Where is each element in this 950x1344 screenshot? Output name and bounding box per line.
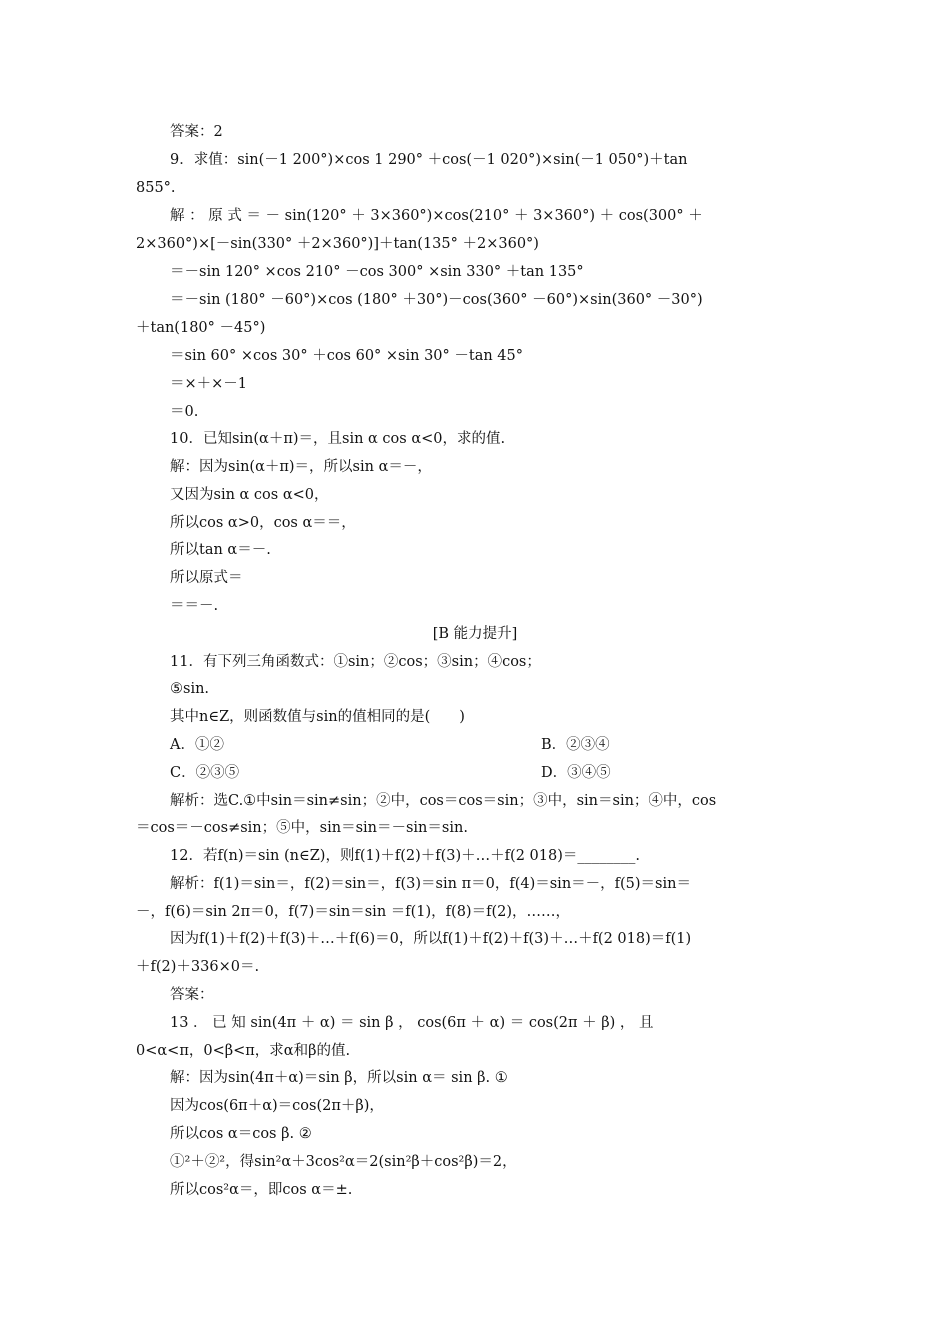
solution-12-line-3: 因为f(1)＋f(2)＋f(3)＋…＋f(6)＝0，所以f(1)＋f(2)＋f(3)＋…＋f(2 018)＝f(1): [170, 931, 692, 947]
solution-11-line-2: ＝cos＝－cos≠sin；⑤中，sin＝sin＝－sin＝sin.: [136, 820, 468, 836]
solution-10-line-2: 又因为sin α cos α<0，: [170, 487, 329, 503]
solution-9-line-8: ＝0.: [170, 404, 199, 420]
solution-9-line-5: ＋tan(180° －45°): [136, 320, 266, 336]
solution-10-line-3: 所以cos α>0，cos α＝＝，: [170, 515, 356, 531]
solution-13-line-5: 所以cos²α＝，即cos α＝±.: [170, 1182, 353, 1198]
problem-10: 10．已知sin(α＋π)＝，且sin α cos α<0，求的值.: [170, 431, 506, 447]
problem-11-line-2: ⑤sin.: [170, 681, 210, 697]
solution-9-line-4: ＝－sin (180° －60°)×cos (180° ＋30°)－cos(360° －60°)×sin(360° －30°): [170, 292, 703, 308]
solution-9-line-3: ＝－sin 120° ×cos 210° －cos 300° ×sin 330° ＋tan 135°: [170, 264, 584, 280]
problem-13-line-2: 0<α<π，0<β<π，求α和β的值.: [136, 1043, 351, 1059]
solution-10-line-1: 解：因为sin(α＋π)＝，所以sin α＝－，: [170, 459, 432, 475]
option-a: A．①②: [170, 737, 224, 753]
problem-11-line-3: 其中n∈Z，则函数值与sin的值相同的是( ): [170, 709, 465, 725]
solution-13-line-3: 所以cos α＝cos β. ②: [170, 1126, 312, 1142]
answer-9-prev: 答案：2: [170, 124, 223, 140]
solution-13-line-2: 因为cos(6π＋α)＝cos(2π＋β)，: [170, 1098, 384, 1114]
problem-13-line-1: 13 ． 已 知 sin(4π ＋ α) ＝ sin β ， cos(6π ＋ α) ＝ cos(2π ＋ β) ， 且: [170, 1015, 654, 1031]
solution-13-line-4: ①²＋②²，得sin²α＋3cos²α＝2(sin²β＋cos²β)＝2，: [170, 1154, 517, 1170]
solution-9-line-7: ＝×＋×－1: [170, 376, 248, 392]
solution-12-line-4: ＋f(2)＋336×0＝.: [136, 959, 260, 975]
solution-10-line-6: ＝＝－.: [170, 598, 219, 614]
option-d: D．③④⑤: [541, 765, 611, 781]
solution-12-line-2: －，f(6)＝sin 2π＝0，f(7)＝sin＝sin ＝f(1)，f(8)＝f(2)，……，: [136, 904, 570, 920]
problem-9-line-1: 9．求值：sin(－1 200°)×cos 1 290° ＋cos(－1 020°)×sin(－1 050°)＋tan: [170, 152, 688, 168]
solution-13-line-1: 解：因为sin(4π＋α)＝sin β，所以sin α＝ sin β. ①: [170, 1070, 508, 1086]
option-b: B．②③④: [541, 737, 610, 753]
solution-10-line-4: 所以tan α＝－.: [170, 542, 271, 558]
problem-11-line-1: 11．有下列三角函数式：①sin；②cos；③sin；④cos；: [170, 654, 541, 670]
solution-9-line-2: 2×360°)×[－sin(330° ＋2×360°)]＋tan(135° ＋2×360°): [136, 236, 539, 252]
section-heading: [B 能力提升]: [432, 626, 518, 642]
solution-11-line-1: 解析：选C.①中sin＝sin≠sin；②中，cos＝cos＝sin；③中，sin＝sin；④中，cos: [170, 793, 717, 809]
solution-12-line-1: 解析：f(1)＝sin＝，f(2)＝sin＝，f(3)＝sin π＝0，f(4)＝sin＝－，f(5)＝sin＝: [170, 876, 691, 892]
problem-12: 12．若f(n)＝sin (n∈Z)，则f(1)＋f(2)＋f(3)＋…＋f(2 018)＝________.: [170, 848, 640, 864]
problem-9-line-2: 855°.: [136, 180, 176, 196]
solution-10-line-5: 所以原式＝: [170, 570, 243, 586]
solution-9-line-6: ＝sin 60° ×cos 30° ＋cos 60° ×sin 30° －tan 45°: [170, 348, 524, 364]
solution-9-line-1: 解 ： 原 式 ＝ － sin(120° ＋ 3×360°)×cos(210° ＋ 3×360°) ＋ cos(300° ＋: [170, 208, 703, 224]
answer-12: 答案：: [170, 987, 214, 1003]
option-c: C．②③⑤: [170, 765, 240, 781]
